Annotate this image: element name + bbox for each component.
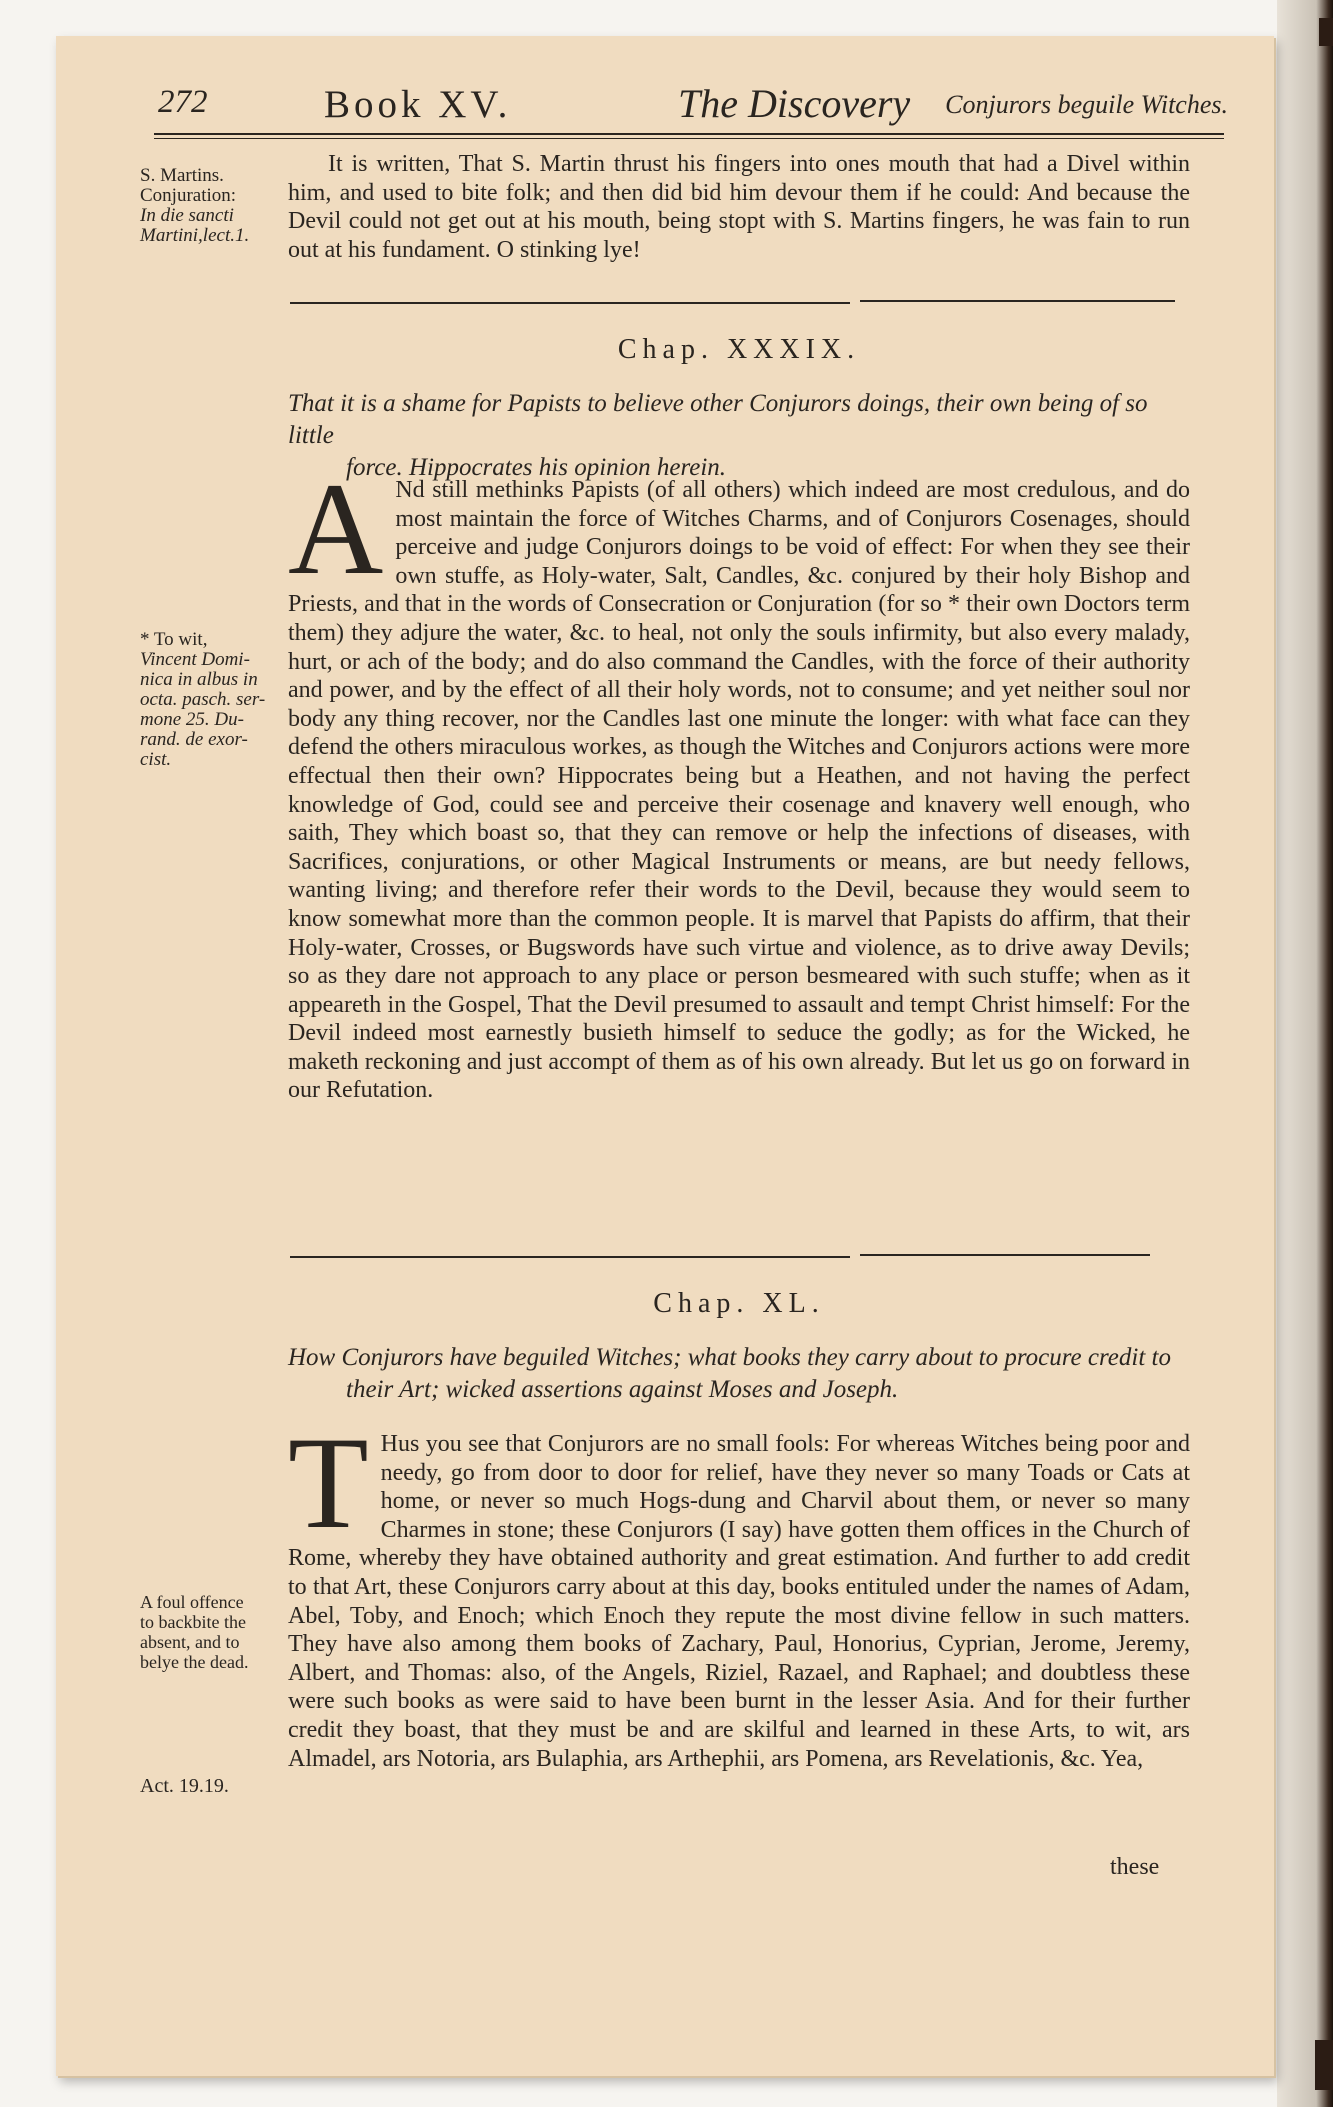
page-header	[98, 81, 1238, 134]
drop-cap: A	[288, 455, 384, 602]
edge-mark	[1315, 2040, 1333, 2090]
margin-note-acts: Act. 19.19.	[140, 1775, 229, 1797]
section-rule	[860, 1254, 1150, 1256]
header-rule-thin	[154, 138, 1224, 139]
chapter-body-39: A Nd still methinks Papists (of all others) which indeed are most credulous, and do most maintain the force of Witches Charms, and of Conjurors Cosenages, should perceive and judge Conjurors doings to be void of effect: For when they see their own stuffe, as Holy-water, Salt, Candles, &c. conjured by their holy Bishop and Priests, and that in the words of Consecration or Conjuration (for so * their own Doctors term them) they adjure the water, &c. to heal, not only the souls infirmity, but also every malady, hurt, or ach of the body; and do also command the Candles, with the force of their authority and power, and by the effect of all their holy words, not to consume; and yet neither soul nor body any thing recover, nor the Candles last one minute the longer: with what face can they defend the others miraculous workes, as though the Witches and Conjurors actions were more effectual then their own? Hippocrates being but a Heathen, and not having the perfect knowledge of God, could see and perceive their cosenage and knavery well enough, who saith, They which boast so, that they can remove or help the infections of diseases, with Sacrifices, conjurations, or other Magical Instruments or means, are but needy fellows, wanting living; and therefore refer their words to the Devil, because they would seem to know somewhat more than the common people. It is marvel that Papists do affirm, that their Holy-water, Crosses, or Bugswords have such virtue and violence, as to drive away Devils; so as they dare not approach to any place or person besmeared with such stuffe; when as it appeareth in the Gospel, That the Devil presumed to assault and tempt Christ himself: For the Devil indeed most earnestly busieth himself to seduce the godly; as for the Wicked, he maketh reckoning and just accompt of them as of his own already. But let us go on forward in our Refutation.	[288, 455, 1190, 1104]
section-rule	[290, 302, 850, 304]
margin-note-offence: A foul offence to backbite the absent, and to belye the dead.	[140, 1592, 249, 1672]
chapter-heading-40: Chap. XL.	[653, 1288, 825, 1319]
book-edge	[1277, 0, 1333, 2107]
page-number: 272	[158, 84, 208, 120]
chapter-heading-39: Chap. XXXIX.	[617, 334, 861, 365]
chapter-summary-39: That it is a shame for Papists to believe other Conjurors doings, their own being of so little force. Hippocrates his opinion herein.	[288, 390, 1148, 481]
margin-note-martin: S. Martins. Conjuration: In die sancti Martini,lect.1.	[140, 165, 250, 246]
chapter-summary-40: How Conjurors have beguiled Witches; what books they carry about to procure credit to their Art; wicked assertions against Moses and Joseph.	[288, 1344, 1171, 1403]
catchword: these	[1110, 1854, 1160, 1880]
chapter-body-40: T Hus you see that Conjurors are no small fools: For whereas Witches being poor and needy, go from door to door for relief, have they never so many Toads or Cats at home, or never so much Hogs-dung and Charvil about them, or never so many Charmes in stone; these Conjurors (I say) have gotten them offices in the Church of Rome, whereby they have obtained authority and great estimation. And further to add credit to that Art, these Conjurors carry about at this day, books entituled under the names of Adam, Abel, Toby, and Enoch; which Enoch they repute the most divine fellow in such matters. They have also among them books of Zachary, Paul, Honorius, Cyprian, Jerome, Jeremy, Albert, and Thomas: also, of the Angels, Riziel, Razael, and Raphael; and doubtless these were such books as were said to have been burnt in the lesser Asia. And for their further credit they boast, that they must be and are skilful and learned in these Arts, to wit, ars Almadel, ars Notoria, ars Bulaphia, ars Arthephii, ars Pomena, ars Revelationis, &c. Yea,	[288, 1409, 1190, 1772]
drop-cap: T	[288, 1409, 369, 1556]
margin-note-vincent: * To wit, Vincent Domi- nica in albus in octa. pasch. ser- mone 25. Du- rand. de exor- cist.	[140, 629, 266, 770]
edge-mark	[1319, 18, 1333, 46]
running-title: The Discovery	[678, 81, 911, 126]
section-rule	[860, 300, 1175, 302]
header-rule	[154, 133, 1224, 135]
book-label: Book XV.	[324, 83, 512, 126]
section-rule	[290, 1256, 850, 1258]
top-paragraph: It is written, That S. Martin thrust his fingers into ones mouth that had a Divel within him, and used to bite folk; and then did bid him devour them if he could: And because the Devil could not get out at his mouth, being stopt with S. Martins fingers, he was fain to run out at his fundament. O stinking lye!	[288, 151, 1190, 263]
running-head: Conjurors beguile Witches.	[945, 90, 1228, 119]
